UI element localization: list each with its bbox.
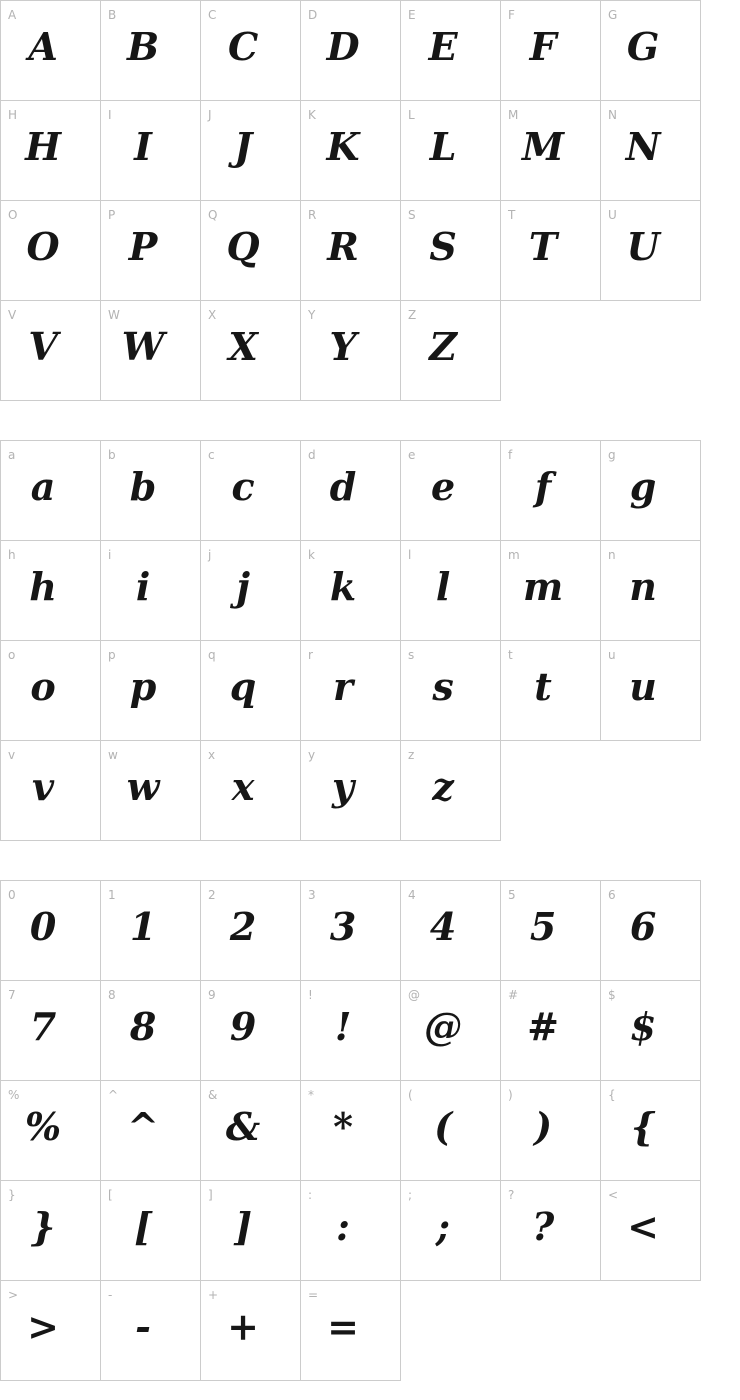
- glyph-label: j: [208, 548, 212, 562]
- glyph-cell: [1, 981, 101, 1081]
- glyph-cell: [301, 1081, 401, 1181]
- glyph-cell: [601, 441, 701, 541]
- glyph: X: [228, 324, 258, 369]
- glyph: J: [234, 124, 253, 169]
- glyph: i: [135, 564, 151, 609]
- glyph: $: [629, 1004, 657, 1049]
- glyph: o: [30, 664, 56, 709]
- glyph-label: V: [8, 308, 17, 322]
- glyph-cell: [301, 441, 401, 541]
- glyph-label: 1: [108, 888, 116, 902]
- glyph-cell: [501, 641, 601, 741]
- glyph-label: 6: [608, 888, 616, 902]
- glyph: [: [134, 1204, 153, 1249]
- glyph: +: [227, 1304, 259, 1349]
- glyph-cell: [301, 741, 401, 841]
- glyph-cell: [101, 1081, 201, 1181]
- glyph-cell: [501, 1, 601, 101]
- glyph-label: 0: [8, 888, 16, 902]
- glyph-cell: [101, 101, 201, 201]
- glyph-label: ?: [508, 1188, 515, 1202]
- glyph: 2: [229, 904, 257, 949]
- glyph-label: C: [208, 8, 217, 22]
- glyph-cell: [201, 881, 301, 981]
- glyph-cell: [201, 541, 301, 641]
- glyph: g: [629, 464, 657, 509]
- glyph: a: [30, 464, 56, 509]
- glyph-cell: [201, 101, 301, 201]
- glyph: G: [626, 24, 660, 69]
- glyph: &: [225, 1104, 261, 1149]
- glyph-label: @: [408, 988, 420, 1002]
- glyph-label: G: [608, 8, 618, 22]
- glyph-label: m: [508, 548, 520, 562]
- glyph-label: N: [608, 108, 617, 122]
- glyph: 9: [229, 1004, 257, 1049]
- glyph-cell: [201, 301, 301, 401]
- glyph-label: 3: [308, 888, 316, 902]
- glyph-label: *: [308, 1088, 314, 1102]
- glyph: 8: [129, 1004, 157, 1049]
- glyph-cell: [1, 1081, 101, 1181]
- glyph-label: <: [608, 1188, 619, 1202]
- glyph-cell: [201, 741, 301, 841]
- glyph: N: [625, 124, 661, 169]
- glyph-cell: [501, 441, 601, 541]
- glyph: T: [528, 224, 558, 269]
- glyph-label: :: [308, 1188, 313, 1202]
- glyph: f: [534, 464, 552, 509]
- glyph-label: S: [408, 208, 416, 222]
- glyph-cell: [401, 301, 501, 401]
- glyph: ;: [436, 1204, 451, 1249]
- glyph-label: $: [608, 988, 616, 1002]
- glyph: U: [626, 224, 660, 269]
- glyph-label: 7: [8, 988, 16, 1002]
- glyph-cell: [401, 1181, 501, 1281]
- glyph-cell: [201, 1181, 301, 1281]
- glyph-label: 5: [508, 888, 516, 902]
- glyph: V: [28, 324, 58, 369]
- glyph-cell: [601, 881, 701, 981]
- glyph: 5: [529, 904, 557, 949]
- glyph-cell: [301, 541, 401, 641]
- glyph: <: [627, 1204, 659, 1249]
- glyph-label: i: [108, 548, 112, 562]
- glyph: 3: [329, 904, 357, 949]
- glyph-cell: [401, 541, 501, 641]
- glyph-label: w: [108, 748, 118, 762]
- glyph: R: [327, 224, 359, 269]
- glyph-cell: [301, 1181, 401, 1281]
- glyph-cell: [401, 441, 501, 541]
- glyph: 6: [629, 904, 657, 949]
- lowercase-grid: [0, 440, 701, 841]
- glyph-label: }: [8, 1188, 16, 1202]
- glyph: D: [326, 24, 360, 69]
- glyph-cell: [301, 1281, 401, 1381]
- glyph: x: [231, 764, 255, 809]
- glyph: !: [334, 1004, 352, 1049]
- glyph: (: [434, 1104, 453, 1149]
- glyph: c: [231, 464, 255, 509]
- glyph-label: p: [108, 648, 116, 662]
- glyph-cell: [601, 1081, 701, 1181]
- glyph-label: 9: [208, 988, 216, 1002]
- glyph-label: Y: [308, 308, 316, 322]
- glyph-label: ;: [408, 1188, 413, 1202]
- glyph-cell: [1, 1, 101, 101]
- glyph-cell: [301, 881, 401, 981]
- glyph: H: [25, 124, 62, 169]
- glyph-label: r: [308, 648, 313, 662]
- glyph: m: [522, 564, 564, 609]
- glyph-label: x: [208, 748, 216, 762]
- glyph: #: [527, 1004, 559, 1049]
- glyph-cell: [301, 981, 401, 1081]
- glyph-cell: [301, 301, 401, 401]
- glyph: @: [424, 1004, 463, 1049]
- glyph: P: [128, 224, 158, 269]
- glyph-cell: [601, 1181, 701, 1281]
- glyph: F: [529, 24, 557, 69]
- glyph-label: ): [508, 1088, 513, 1102]
- glyph-label: 4: [408, 888, 416, 902]
- glyph: ^: [127, 1104, 159, 1149]
- glyph: e: [430, 464, 456, 509]
- glyph-label: q: [208, 648, 216, 662]
- glyph-label: M: [508, 108, 519, 122]
- glyph: j: [236, 564, 250, 609]
- glyph-label: L: [408, 108, 415, 122]
- glyph-cell: [101, 741, 201, 841]
- glyph-cell: [201, 1, 301, 101]
- glyph-label: s: [408, 648, 415, 662]
- glyph: d: [329, 464, 357, 509]
- glyph: A: [28, 24, 58, 69]
- glyph: B: [127, 24, 160, 69]
- glyph: 1: [129, 904, 157, 949]
- glyph: >: [27, 1304, 59, 1349]
- glyph-cell: [101, 981, 201, 1081]
- glyph-cell: [401, 981, 501, 1081]
- glyph-label: b: [108, 448, 116, 462]
- glyph: I: [134, 124, 152, 169]
- glyph-label: -: [108, 1288, 113, 1302]
- glyph-label: >: [8, 1288, 19, 1302]
- glyph-label: P: [108, 208, 116, 222]
- glyph-label: T: [508, 208, 516, 222]
- glyph: ?: [531, 1204, 555, 1249]
- glyph-label: #: [508, 988, 519, 1002]
- glyph: t: [534, 664, 552, 709]
- glyph-cell: [501, 541, 601, 641]
- glyph-label: =: [308, 1288, 319, 1302]
- glyph-cell: [201, 981, 301, 1081]
- glyph-cell: [1, 881, 101, 981]
- glyph: z: [432, 764, 454, 809]
- glyph-label: U: [608, 208, 617, 222]
- glyph-cell: [101, 201, 201, 301]
- glyph-cell: [101, 881, 201, 981]
- glyph-label: v: [8, 748, 16, 762]
- glyph: 0: [29, 904, 57, 949]
- glyph: }: [30, 1204, 56, 1249]
- glyph-cell: [1, 1281, 101, 1381]
- glyph-cell: [501, 981, 601, 1081]
- glyph-cell: [401, 101, 501, 201]
- glyph-cell: [1, 541, 101, 641]
- glyph-label: J: [208, 108, 212, 122]
- glyph-cell: [101, 1, 201, 101]
- glyph: O: [26, 224, 60, 269]
- glyph-label: K: [308, 108, 316, 122]
- glyph: y: [332, 764, 355, 809]
- glyph-label: 8: [108, 988, 116, 1002]
- glyph-cell: [1, 441, 101, 541]
- glyph: h: [29, 564, 57, 609]
- glyph-label: n: [608, 548, 616, 562]
- uppercase-grid: [0, 0, 701, 401]
- glyph-cell: [101, 441, 201, 541]
- glyph-cell: [501, 101, 601, 201]
- glyph: 4: [429, 904, 457, 949]
- glyph: K: [326, 124, 360, 169]
- glyph: Y: [329, 324, 357, 369]
- glyph-cell: [601, 201, 701, 301]
- glyph: r: [333, 664, 354, 709]
- glyph-label: t: [508, 648, 513, 662]
- glyph-cell: [601, 101, 701, 201]
- glyph-label: (: [408, 1088, 413, 1102]
- glyph-cell: [601, 641, 701, 741]
- glyph-label: a: [8, 448, 16, 462]
- glyph: {: [630, 1104, 656, 1149]
- glyph-cell: [1, 741, 101, 841]
- glyph-cell: [401, 741, 501, 841]
- glyph-cell: [1, 641, 101, 741]
- glyph: k: [329, 564, 357, 609]
- glyph-label: X: [208, 308, 217, 322]
- glyph-cell: [501, 201, 601, 301]
- glyph-cell: [101, 1181, 201, 1281]
- glyph-label: d: [308, 448, 316, 462]
- glyph: -: [135, 1304, 151, 1349]
- glyph-cell: [601, 981, 701, 1081]
- glyph-label: D: [308, 8, 318, 22]
- glyph-label: I: [108, 108, 112, 122]
- glyph-label: g: [608, 448, 616, 462]
- glyph-cell: [401, 201, 501, 301]
- glyph-cell: [301, 101, 401, 201]
- glyph-cell: [101, 541, 201, 641]
- glyph-cell: [201, 441, 301, 541]
- glyph-label: ]: [208, 1188, 213, 1202]
- glyph-label: e: [408, 448, 416, 462]
- glyph-cell: [501, 1081, 601, 1181]
- glyph-label: {: [608, 1088, 616, 1102]
- glyph-cell: [201, 1081, 301, 1181]
- glyph: E: [428, 24, 458, 69]
- glyph-label: A: [8, 8, 17, 22]
- glyph: :: [336, 1204, 351, 1249]
- glyph: u: [629, 664, 657, 709]
- glyph-label: [: [108, 1188, 113, 1202]
- glyph-cell: [201, 201, 301, 301]
- glyph-label: o: [8, 648, 16, 662]
- glyph-label: k: [308, 548, 315, 562]
- glyph-label: Q: [208, 208, 218, 222]
- glyph: %: [25, 1104, 62, 1149]
- glyph: =: [327, 1304, 359, 1349]
- glyph-cell: [201, 641, 301, 741]
- glyph: q: [229, 664, 257, 709]
- glyph-label: +: [208, 1288, 219, 1302]
- glyph: s: [432, 664, 454, 709]
- glyph: ): [534, 1104, 553, 1149]
- glyph-label: R: [308, 208, 317, 222]
- glyph-label: %: [8, 1088, 20, 1102]
- glyph: 7: [29, 1004, 57, 1049]
- glyph-cell: [501, 881, 601, 981]
- glyph-label: B: [108, 8, 117, 22]
- glyph-label: z: [408, 748, 415, 762]
- glyph-label: 2: [208, 888, 216, 902]
- glyph-cell: [1, 301, 101, 401]
- glyph-cell: [401, 641, 501, 741]
- symbols-grid: [0, 880, 701, 1381]
- glyph-cell: [101, 301, 201, 401]
- glyph: n: [629, 564, 657, 609]
- glyph-cell: [401, 1081, 501, 1181]
- glyph: L: [429, 124, 457, 169]
- glyph-label: !: [308, 988, 313, 1002]
- glyph-label: c: [208, 448, 215, 462]
- glyph: w: [126, 764, 160, 809]
- glyph: Q: [226, 224, 260, 269]
- glyph-cell: [301, 1, 401, 101]
- glyph: C: [227, 24, 259, 69]
- glyph: p: [129, 664, 157, 709]
- glyph-label: &: [208, 1088, 218, 1102]
- glyph: M: [522, 124, 565, 169]
- glyph-cell: [601, 541, 701, 641]
- glyph-label: h: [8, 548, 16, 562]
- glyph-label: O: [8, 208, 18, 222]
- glyph-label: W: [108, 308, 120, 322]
- glyph-cell: [301, 641, 401, 741]
- glyph: W: [121, 324, 165, 369]
- glyph-cell: [1, 1181, 101, 1281]
- glyph-cell: [101, 1281, 201, 1381]
- glyph-label: E: [408, 8, 416, 22]
- glyph-cell: [601, 1, 701, 101]
- glyph-cell: [1, 201, 101, 301]
- glyph-label: f: [508, 448, 513, 462]
- glyph-label: u: [608, 648, 616, 662]
- glyph: v: [32, 764, 55, 809]
- glyph-label: l: [408, 548, 412, 562]
- glyph: ]: [234, 1204, 253, 1249]
- glyph-cell: [401, 1, 501, 101]
- glyph-label: y: [308, 748, 316, 762]
- glyph-label: Z: [408, 308, 417, 322]
- glyph-cell: [401, 881, 501, 981]
- glyph-cell: [101, 641, 201, 741]
- glyph-cell: [1, 101, 101, 201]
- glyph: Z: [429, 324, 457, 369]
- glyph-label: H: [8, 108, 18, 122]
- glyph-label: ^: [108, 1088, 119, 1102]
- glyph-cell: [301, 201, 401, 301]
- glyph-cell: [201, 1281, 301, 1381]
- glyph: S: [429, 224, 457, 269]
- glyph: *: [333, 1104, 353, 1149]
- glyph: b: [129, 464, 157, 509]
- glyph-label: F: [508, 8, 515, 22]
- glyph-cell: [501, 1181, 601, 1281]
- glyph: l: [435, 564, 451, 609]
